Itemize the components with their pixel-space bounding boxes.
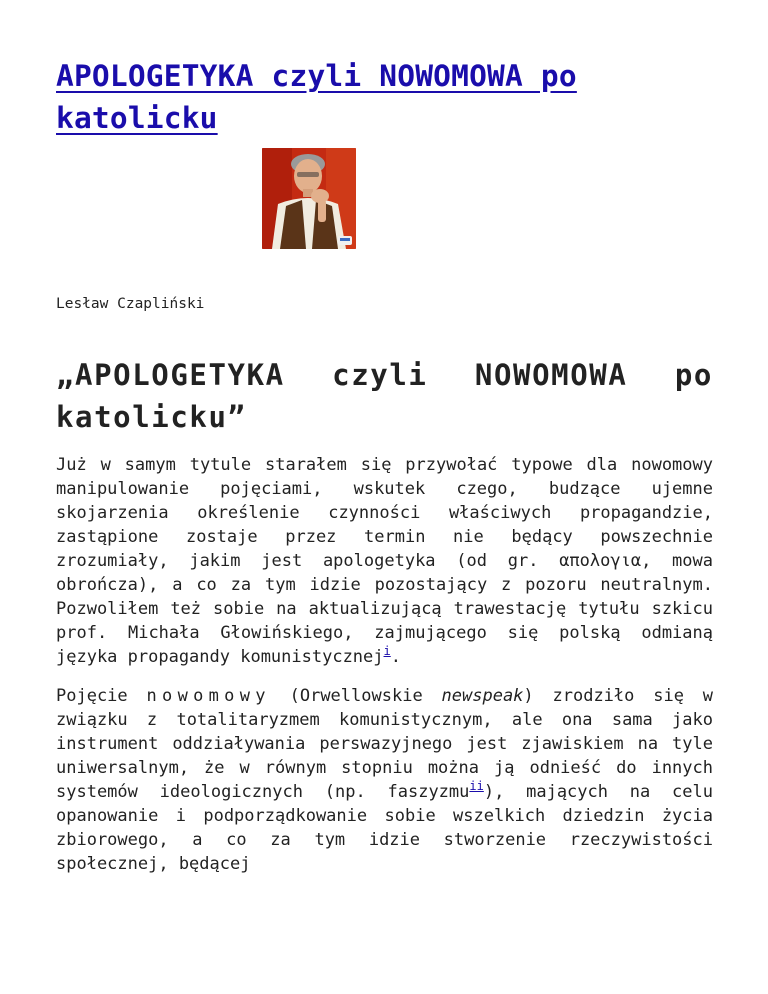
paragraph-2-start: Pojęcie (56, 686, 147, 706)
italic-term: newspeak (441, 686, 524, 706)
footnote-link-ii[interactable]: ii (469, 779, 484, 793)
byline-row (56, 148, 713, 313)
article (56, 55, 713, 876)
article-title-link[interactable]: APOLOGETYKA czyli NOWOMOWA po katolicku (56, 59, 577, 135)
paragraph-2-end: ), mających na celu opanowanie i podporządkowanie sobie wszelkich dziedzin życia zbiorowego, a co za tym idzie stworzenie rzeczywistości społecznej, będącej (56, 782, 713, 874)
spaced-term: nowomowy (146, 686, 271, 706)
paragraph-2-text: ) zrodziło się w związku z totalitaryzmem komunistycznym, ale ona sama jako instrument oddziaływania perswazyjnego jest zjawiskiem na tyle uniwersalnym, że w równym stopniu można ją odnieść do innych systemów ideologicznych (np. faszyzmu (56, 686, 714, 802)
paragraph-1 (56, 453, 713, 669)
paragraph-1-text: Już w samym tytule starałem się przywołać typowe dla nowomowy manipulowanie pojęciami, wskutek czego, budzące ujemne skojarzenia określenie czynności właściwych propagandzie, zastąpione zostaje przez termin nie będący powszechnie zrozumiały, jakim jest apologetyka (od gr. απολογια, mowa obrończa), a co za tym idzie pozostający z pozoru neutralnym. Pozwoliłem też sobie na aktualizującą trawestację tytułu szkicu prof. Michała Głowińskiego, zajmującego się polską odmianą języka propagandy komunistycznej (56, 455, 713, 667)
paragraph-2-paren: (Orwellowskie (270, 686, 442, 706)
author-name: Lesław Czapliński (56, 296, 205, 312)
author-photo-image (262, 148, 356, 249)
paragraph-1-end: . (390, 647, 401, 667)
article-heading: „APOLOGETYKA czyli NOWOMOWA po katolicku” (56, 358, 713, 434)
author-photo (262, 148, 356, 249)
paragraph-2 (56, 684, 713, 876)
footnote-link-i[interactable]: i (383, 644, 391, 658)
